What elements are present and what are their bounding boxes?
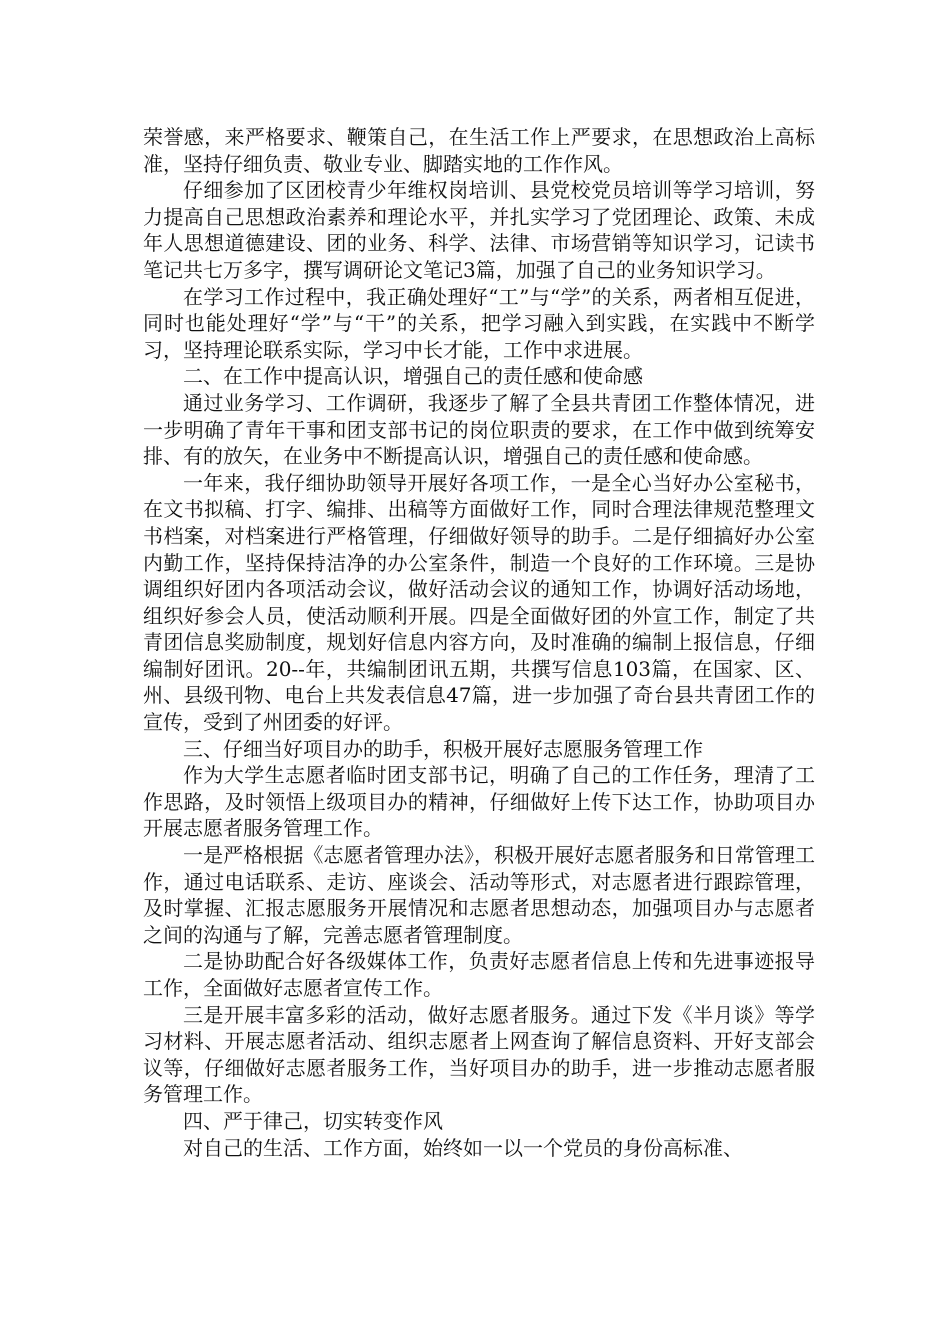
paragraph: 通过业务学习、工作调研，我逐步了解了全县共青团工作整体情况，进一步明确了青年干事和团支部书记的岗位职责的要求，在工作中做到统筹安排、有的放矢，在业务中不断提高认识，增强自己的责任感和使命感。 bbox=[143, 390, 815, 469]
section-heading: 三、仔细当好项目办的助手，积极开展好志愿服务管理工作 bbox=[183, 736, 703, 761]
paragraph: 一是严格根据《志愿者管理办法》，积极开展好志愿者服务和日常管理工作，通过电话联系、走访、座谈会、活动等形式，对志愿者进行跟踪管理，及时掌握、汇报志愿服务开展情况和志愿者思想动态，加强项目办与志愿者之间的沟通与了解，完善志愿者管理制度。 bbox=[143, 843, 815, 947]
paragraph: 在学习工作过程中，我正确处理好“工”与“学”的关系，两者相互促进，同时也能处理好“学”与“干”的关系，把学习融入到实践，在实践中不断学习，坚持理论联系实际，学习中长才能，工作中求进展。 bbox=[143, 284, 815, 362]
section-heading: 四、严于律己，切实转变作风 bbox=[183, 1108, 443, 1133]
paragraph: 作为大学生志愿者临时团支部书记，明确了自己的工作任务，理清了工作思路，及时领悟上级项目办的精神，仔细做好上传下达工作，协助项目办开展志愿者服务管理工作。 bbox=[143, 763, 815, 841]
paragraph: 一年来，我仔细协助领导开展好各项工作，一是全心当好办公室秘书，在文书拟稿、打字、编排、出稿等方面做好工作，同时合理法律规范整理文书档案，对档案进行严格管理，仔细做好领导的助手。二是仔细搞好办公室内勤工作，坚持保持洁净的办公室条件，制造一个良好的工作环境。三是协调组织好团内各项活动会议，做好活动会议的通知工作，协调好活动场地，组织好参会人员，使活动顺利开展。四是全面做好团的外宣工作，制定了共青团信息奖励制度，规划好信息内容方向，及时准确的编制上报信息，仔细编制好团讯。20--年，共编制团讯五期，共撰写信息103篇，在国家、区、州、县级刊物、电台上共发表信息47篇，进一步加强了奇台县共青团工作的宣传，受到了州团委的好评。 bbox=[143, 470, 815, 735]
section-heading: 二、在工作中提高认识，增强自己的责任感和使命感 bbox=[183, 364, 643, 389]
paragraph: 三是开展丰富多彩的活动，做好志愿者服务。通过下发《半月谈》等学习材料、开展志愿者活动、组织志愿者上网查询了解信息资料、开好支部会议等，仔细做好志愿者服务工作，当好项目办的助手，进一步推动志愿者服务管理工作。 bbox=[143, 1002, 815, 1107]
paragraph: 仔细参加了区团校青少年维权岗培训、县党校党员培训等学习培训，努力提高自己思想政治素养和理论水平，并扎实学习了党团理论、政策、未成年人思想道德建设、团的业务、科学、法律、市场营销等知识学习，记读书笔记共七万多字，撰写调研论文笔记3篇，加强了自己的业务知识学习。 bbox=[143, 178, 815, 282]
paragraph: 对自己的生活、工作方面，始终如一以一个党员的身份高标准、 bbox=[183, 1135, 743, 1160]
paragraph: 荣誉感，来严格要求、鞭策自己，在生活工作上严要求，在思想政治上高标准，坚持仔细负责、敬业专业、脚踏实地的工作作风。 bbox=[143, 125, 815, 176]
document-body bbox=[143, 124, 815, 1161]
paragraph: 二是协助配合好各级媒体工作，负责好志愿者信息上传和先进事迹报导工作，全面做好志愿者宣传工作。 bbox=[143, 949, 815, 1000]
